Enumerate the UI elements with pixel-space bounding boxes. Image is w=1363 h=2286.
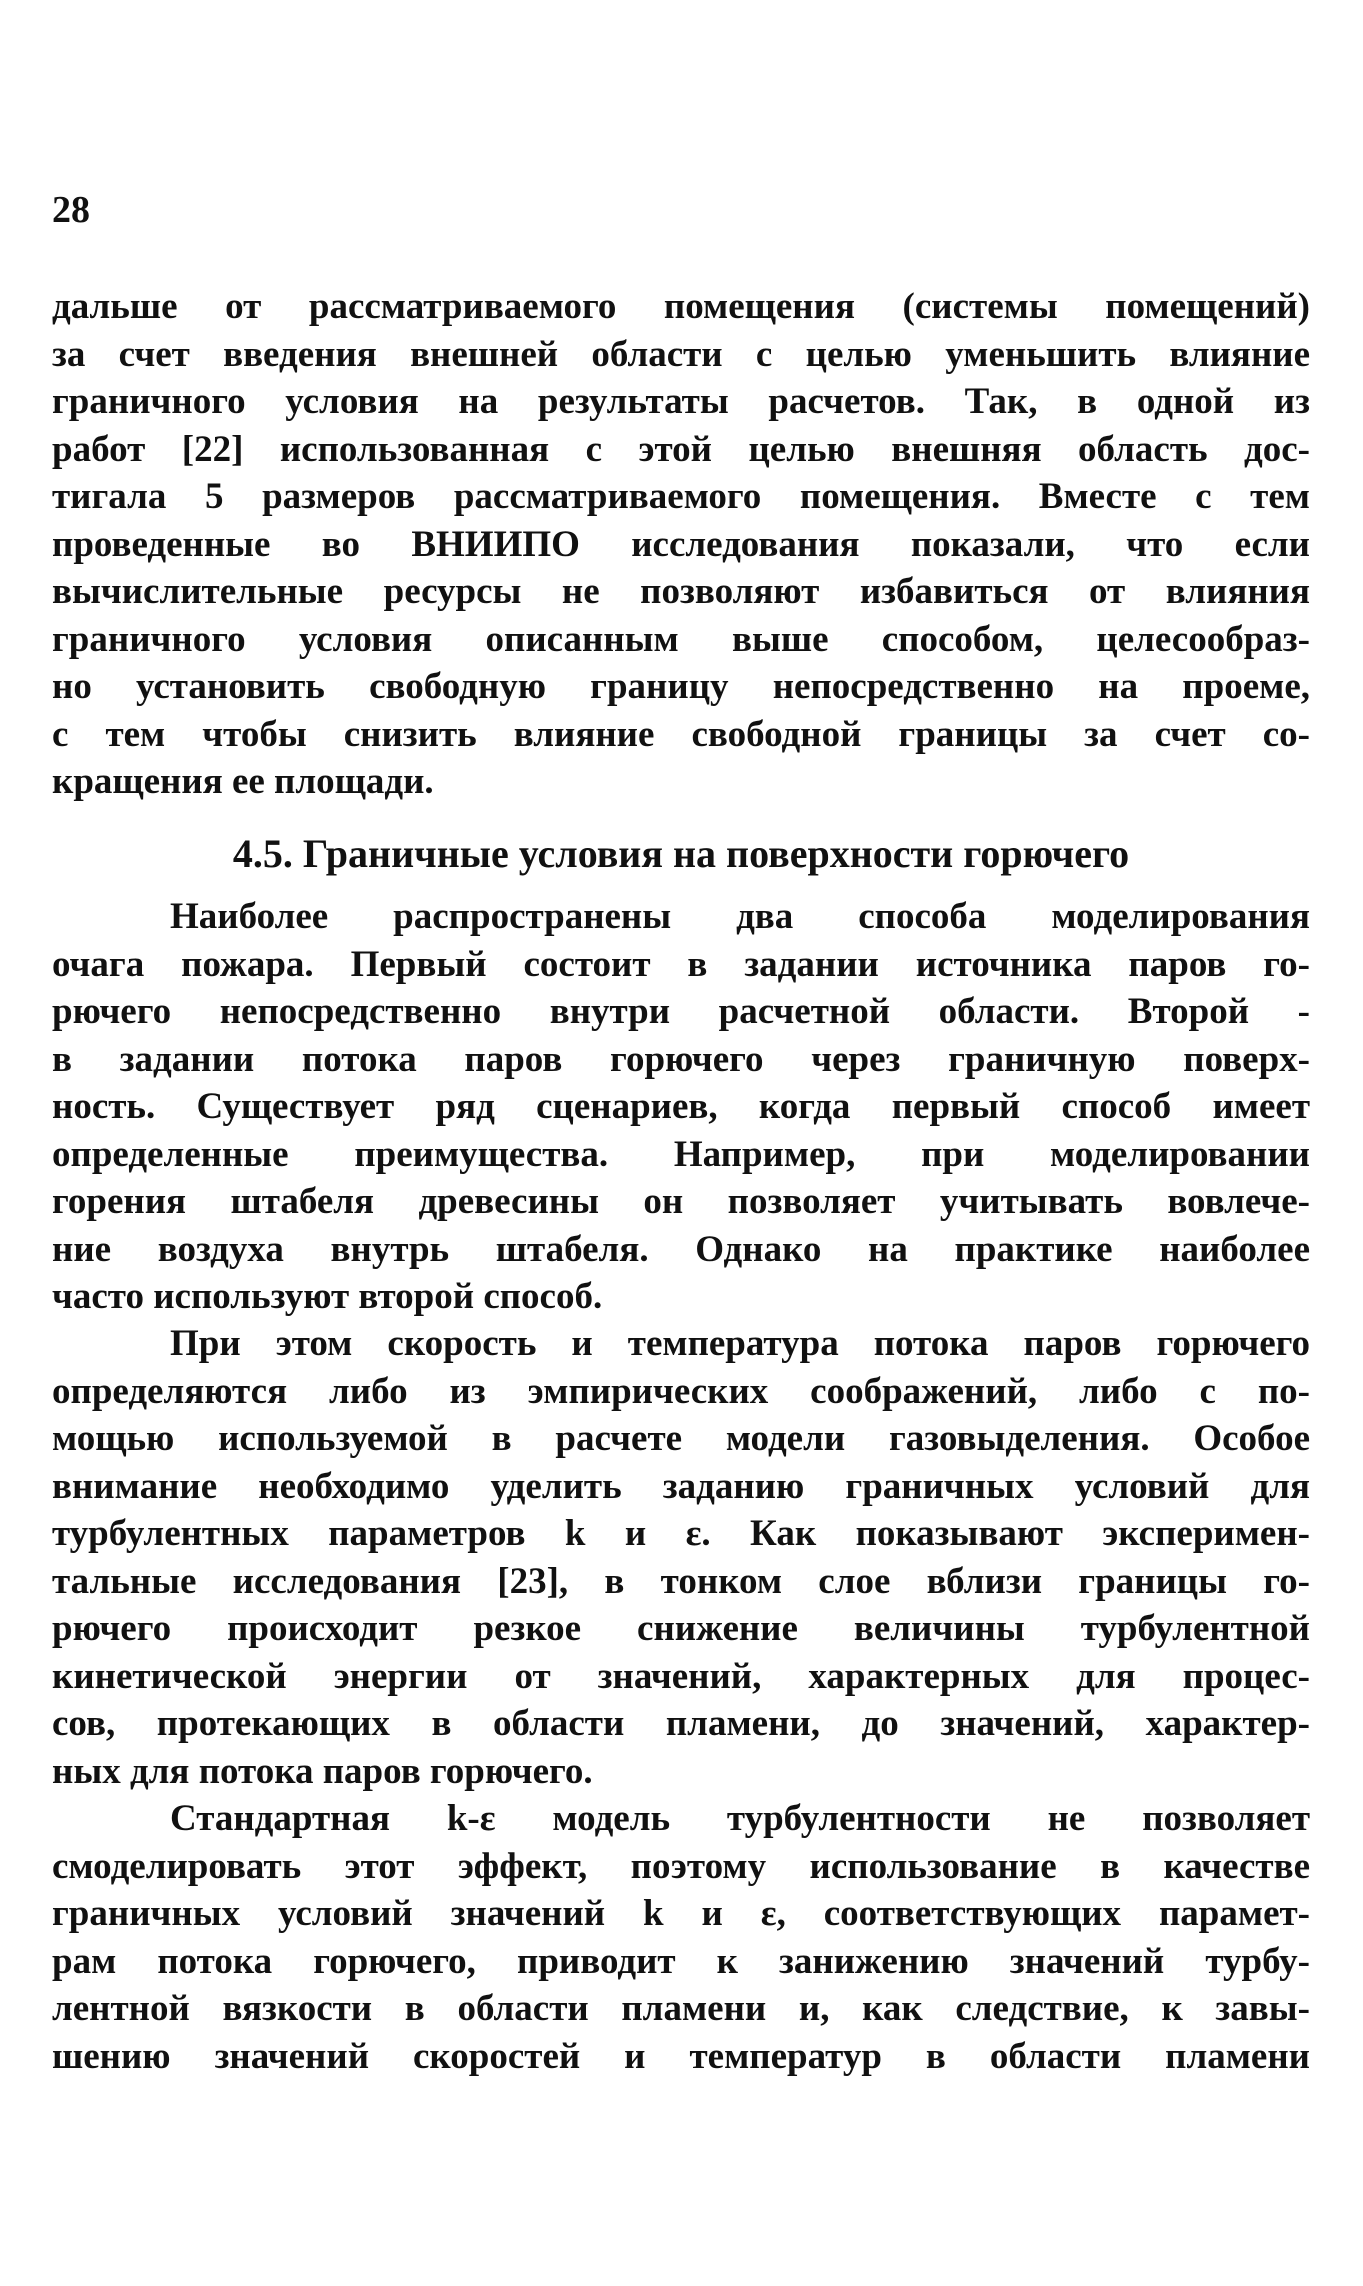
text-line: рам потока горючего, приводит к занижению значений турбу- <box>52 1940 1310 1982</box>
text-line: сов, протекающих в области пламени, до значений, характер- <box>52 1703 1310 1744</box>
text-line: тигала 5 размеров рассматриваемого помещения. Вместе с тем <box>52 476 1310 517</box>
text-line: турбулентных параметров k и ε. Как показывают эксперимен- <box>52 1513 1310 1554</box>
text-line: ных для потока паров горючего. <box>52 1750 593 1792</box>
text-line: внимание необходимо уделить заданию граничных условий для <box>52 1465 1310 1507</box>
text-line: очага пожара. Первый состоит в задании источника паров го- <box>52 943 1310 985</box>
text-line: часто используют второй способ. <box>52 1276 603 1317</box>
text-line: дальше от рассматриваемого помещения (системы помещений) <box>52 286 1310 327</box>
text-line: работ [22] использованная с этой целью внешняя область дос- <box>52 428 1310 470</box>
paragraph-3 <box>52 1320 1310 1795</box>
text-line: Наиболее распространены два способа моделирования <box>170 896 1310 937</box>
text-line: с тем чтобы снизить влияние свободной границы за счет со- <box>52 713 1310 755</box>
text-line: в задании потока паров горючего через граничную поверх- <box>52 1038 1310 1080</box>
text-line: рючего происходит резкое снижение величины турбулентной <box>52 1608 1310 1649</box>
text-line: горения штабеля древесины он позволяет учитывать вовлече- <box>52 1181 1310 1222</box>
text-line: рючего непосредственно внутри расчетной области. Второй - <box>52 991 1310 1032</box>
page-number: 28 <box>52 189 90 231</box>
text-line: но установить свободную границу непосредственно на проеме, <box>52 666 1310 707</box>
text-line: При этом скорость и температура потока паров горючего <box>170 1323 1310 1364</box>
text-line: шению значений скоростей и температур в области пламени <box>52 2035 1310 2077</box>
text-line: граничных условий значений k и ε, соответствующих парамет- <box>52 1893 1310 1934</box>
text-line: ние воздуха внутрь штабеля. Однако на практике наиболее <box>52 1228 1310 1270</box>
paragraph-1 <box>52 283 1310 806</box>
paragraph-2 <box>52 893 1310 1321</box>
text-line: определенные преимущества. Например, при моделировании <box>52 1133 1310 1175</box>
text-line: лентной вязкости в области пламени и, как следствие, к завы- <box>52 1988 1310 2029</box>
text-line: определяются либо из эмпирических соображений, либо с по- <box>52 1370 1310 1412</box>
text-line: кращения ее площади. <box>52 761 434 802</box>
text-line: граничного условия на результаты расчетов. Так, в одной из <box>52 381 1310 422</box>
text-line: граничного условия описанным выше способом, целесообраз- <box>52 618 1310 660</box>
text-line: Стандартная k-ε модель турбулентности не позволяет <box>170 1798 1310 1839</box>
text-line: мощью используемой в расчете модели газовыделения. Особое <box>52 1418 1310 1459</box>
section-heading: 4.5. Граничные условия на поверхности горючего <box>232 831 1130 876</box>
text-line: проведенные во ВНИИПО исследования показали, что если <box>52 523 1310 565</box>
text-line: тальные исследования [23], в тонком слое вблизи границы го- <box>52 1560 1310 1602</box>
text-line: вычислительные ресурсы не позволяют избавиться от влияния <box>52 571 1310 612</box>
text-line: кинетической энергии от значений, характерных для процес- <box>52 1655 1310 1697</box>
paragraph-4 <box>52 1795 1310 2080</box>
text-line: ность. Существует ряд сценариев, когда первый способ имеет <box>52 1086 1310 1127</box>
text-line: смоделировать этот эффект, поэтому использование в качестве <box>52 1845 1310 1887</box>
text-line: за счет введения внешней области с целью уменьшить влияние <box>52 333 1310 375</box>
